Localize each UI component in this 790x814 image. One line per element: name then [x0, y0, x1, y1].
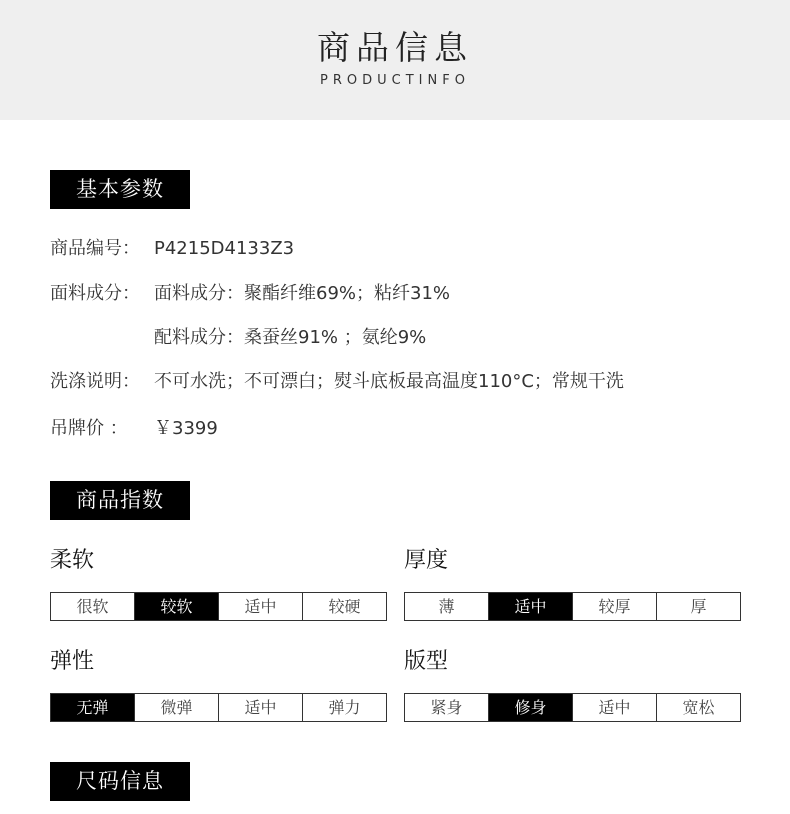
- section-tag-index: 商品指数: [50, 481, 190, 520]
- scale-option[interactable]: 修身: [489, 694, 573, 721]
- param-key: 洗涤说明：: [50, 371, 140, 392]
- scale-fit: [404, 693, 741, 722]
- scale-option[interactable]: 很软: [51, 593, 135, 620]
- index-title-thickness: 厚度: [404, 548, 449, 573]
- scale-option[interactable]: 微弹: [135, 694, 219, 721]
- index-title-fit: 版型: [404, 649, 449, 674]
- page-header: [0, 0, 790, 120]
- scale-option[interactable]: 厚: [657, 593, 740, 620]
- scale-option[interactable]: 宽松: [657, 694, 740, 721]
- scale-elasticity: [50, 693, 387, 722]
- page-subtitle: PRODUCTINFO: [320, 73, 470, 88]
- scale-option[interactable]: 较硬: [303, 593, 386, 620]
- section-tag-basic: 基本参数: [50, 170, 190, 209]
- scale-option[interactable]: 适中: [219, 593, 303, 620]
- param-value: ￥3399: [154, 418, 218, 439]
- section-tag-size: 尺码信息: [50, 762, 190, 801]
- scale-option[interactable]: 适中: [219, 694, 303, 721]
- scale-softness: [50, 592, 387, 621]
- param-value: 面料成分：聚酯纤维69%；粘纤31%: [154, 283, 451, 304]
- param-value: 不可水洗；不可漂白；熨斗底板最高温度110°C；常规干洗: [154, 371, 624, 392]
- param-row-lining: [50, 326, 426, 350]
- scale-option[interactable]: 较厚: [573, 593, 657, 620]
- param-value: 配料成分：桑蚕丝91% ；氨纶9%: [154, 327, 427, 348]
- param-row-price: [50, 417, 218, 441]
- scale-option[interactable]: 薄: [405, 593, 489, 620]
- scale-option[interactable]: 弹力: [303, 694, 386, 721]
- scale-option[interactable]: 紧身: [405, 694, 489, 721]
- param-row-fabric: [50, 282, 450, 306]
- scale-thickness: [404, 592, 741, 621]
- scale-option[interactable]: 无弹: [51, 694, 135, 721]
- scale-option[interactable]: 较软: [135, 593, 219, 620]
- scale-option[interactable]: 适中: [489, 593, 573, 620]
- param-row-sku: [50, 237, 294, 261]
- param-key: 面料成分：: [50, 283, 140, 304]
- index-title-softness: 柔软: [50, 548, 95, 573]
- scale-option[interactable]: 适中: [573, 694, 657, 721]
- param-key: 商品编号：: [50, 238, 140, 259]
- index-title-elasticity: 弹性: [50, 649, 95, 674]
- param-value: P4215D4133Z3: [154, 238, 295, 259]
- page-title: 商品信息: [317, 28, 473, 67]
- param-key: 吊牌价 ：: [50, 418, 128, 439]
- param-row-washing: [50, 370, 624, 394]
